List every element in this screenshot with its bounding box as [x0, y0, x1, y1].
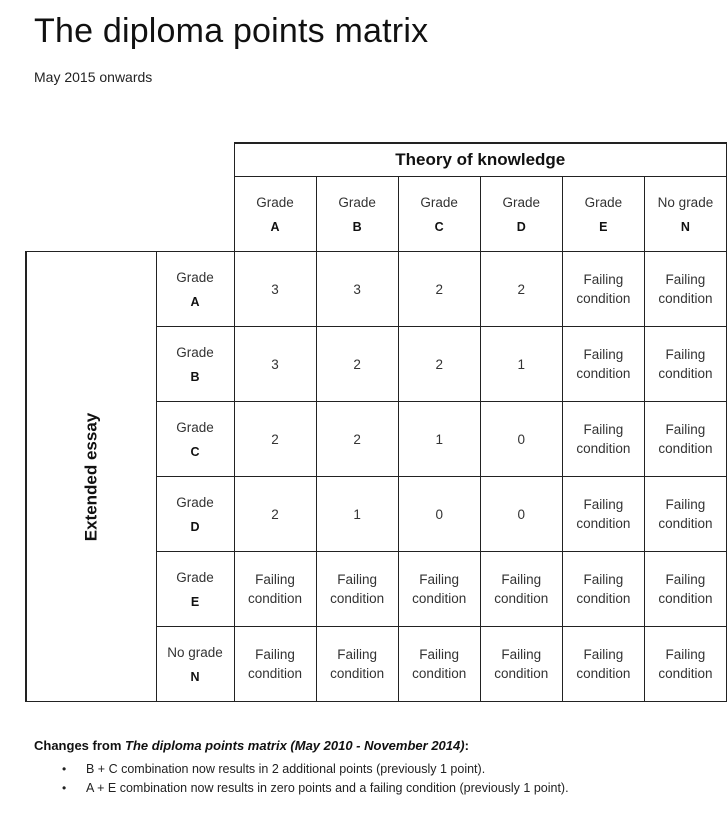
column-header-c [398, 177, 480, 252]
column-header-letter: A [270, 220, 280, 234]
cell-text: 2 [353, 356, 361, 372]
row-header-n [156, 627, 234, 702]
corner-blank [26, 143, 234, 177]
matrix-cell [480, 627, 562, 702]
row-header-letter: N [190, 670, 200, 684]
matrix-cell [234, 477, 316, 552]
matrix-cell [316, 402, 398, 477]
column-header-letter: E [599, 220, 608, 234]
cell-text: 3 [271, 356, 279, 372]
row-header-letter: E [190, 595, 200, 609]
row-header-label: Grade [176, 495, 214, 510]
matrix-cell [480, 552, 562, 627]
matrix-cell [234, 627, 316, 702]
row-header-label: Grade [176, 420, 214, 435]
cell-text: condition [658, 441, 713, 456]
cell-text: 2 [271, 506, 279, 522]
matrix-cell [316, 627, 398, 702]
matrix-cell [316, 252, 398, 327]
matrix-cell [644, 552, 726, 627]
row-header-b [156, 327, 234, 402]
matrix-cell [234, 552, 316, 627]
cell-text: condition [658, 366, 713, 381]
points-matrix-table [25, 142, 727, 702]
cell-text: 1 [435, 431, 443, 447]
column-header-b [316, 177, 398, 252]
cell-text: condition [412, 591, 467, 606]
change-item [34, 760, 569, 779]
cell-text: condition [330, 666, 385, 681]
cell-text: condition [576, 366, 631, 381]
matrix-cell [562, 627, 644, 702]
tok-header: Theory of knowledge [234, 143, 727, 177]
matrix-cell [398, 477, 480, 552]
matrix-cell [234, 402, 316, 477]
page-title: The diploma points matrix [34, 12, 429, 50]
cell-text: Failing [501, 647, 542, 662]
column-header-letter: C [434, 220, 444, 234]
column-header-label: Grade [502, 195, 541, 210]
changes-title-prefix: Changes from [34, 738, 126, 753]
row-header-label: Grade [176, 270, 214, 285]
row-header-c [156, 402, 234, 477]
cell-text: condition [576, 516, 631, 531]
row-header-label: Grade [176, 570, 214, 585]
matrix-cell [398, 252, 480, 327]
matrix-cell [562, 552, 644, 627]
column-header-a [234, 177, 316, 252]
matrix-cell [480, 252, 562, 327]
cell-text: 2 [353, 431, 361, 447]
corner-blank-2 [26, 177, 234, 252]
matrix-cell [644, 402, 726, 477]
cell-text: 3 [271, 281, 279, 297]
cell-text: Failing [255, 572, 295, 587]
matrix-row-a [26, 252, 727, 327]
cell-text: Failing [583, 647, 624, 662]
matrix-cell [562, 477, 644, 552]
cell-text: Failing [665, 647, 706, 662]
cell-text: 1 [353, 506, 361, 522]
matrix-cell [480, 477, 562, 552]
cell-text: condition [658, 516, 713, 531]
cell-text: 2 [271, 431, 279, 447]
matrix-cell [398, 402, 480, 477]
cell-text: Failing [583, 272, 624, 287]
row-header-d [156, 477, 234, 552]
extended-essay-label: Extended essay [81, 412, 101, 541]
row-header-a [156, 252, 234, 327]
matrix-cell [644, 477, 726, 552]
change-item-text: B + C combination now results in 2 additional points (previously 1 point). [86, 762, 486, 776]
matrix-cell [644, 627, 726, 702]
cell-text: Failing [583, 422, 624, 437]
cell-text: Failing [665, 347, 706, 362]
cell-text: 0 [517, 431, 526, 447]
page-subtitle: May 2015 onwards [34, 69, 153, 85]
column-header-label: Grade [584, 195, 623, 210]
cell-text: 3 [353, 281, 361, 297]
cell-text: condition [658, 666, 713, 681]
matrix-cell [316, 477, 398, 552]
cell-text: Failing [583, 347, 624, 362]
changes-title-suffix: : [464, 738, 469, 753]
row-header-letter: A [190, 295, 200, 309]
row-header-label: No grade [167, 645, 223, 660]
change-item-text: A + E combination now results in zero points and a failing condition (previously 1 point). [86, 781, 569, 795]
column-header-n [644, 177, 726, 252]
cell-text: Failing [255, 647, 295, 662]
matrix-cell [562, 402, 644, 477]
matrix-cell [480, 402, 562, 477]
row-header-letter: D [190, 520, 200, 534]
cell-text: Failing [665, 497, 706, 512]
column-header-e [562, 177, 644, 252]
cell-text: Failing [419, 647, 460, 662]
matrix-cell [562, 252, 644, 327]
bullet-icon: • [62, 762, 67, 776]
cell-text: 2 [435, 356, 443, 372]
row-header-e [156, 552, 234, 627]
cell-text: condition [494, 591, 549, 606]
cell-text: Failing [665, 272, 706, 287]
cell-text: condition [576, 291, 631, 306]
column-header-label: Grade [420, 195, 458, 210]
matrix-cell [398, 327, 480, 402]
change-item [34, 779, 569, 798]
matrix-cell [316, 552, 398, 627]
column-header-d [480, 177, 562, 252]
matrix-cell [398, 627, 480, 702]
changes-title-italic: The diploma points matrix (May 2010 - November 2014) [125, 738, 465, 753]
matrix-cell [480, 327, 562, 402]
matrix-cell [644, 327, 726, 402]
cell-text: 0 [435, 506, 443, 522]
cell-text: Failing [665, 572, 706, 587]
changes-title [34, 738, 469, 753]
cell-text: Failing [419, 572, 460, 587]
cell-text: Failing [337, 647, 377, 662]
column-header-letter: D [516, 220, 526, 234]
column-header-label: Grade [338, 195, 376, 210]
matrix-cell [234, 327, 316, 402]
row-header-letter: B [190, 370, 200, 384]
matrix-cell [398, 552, 480, 627]
cell-text: condition [494, 666, 549, 681]
column-header-label: Grade [256, 195, 294, 210]
cell-text: 2 [517, 281, 526, 297]
cell-text: condition [576, 591, 631, 606]
cell-text: condition [658, 591, 713, 606]
cell-text: condition [658, 291, 713, 306]
cell-text: condition [576, 441, 631, 456]
column-header-label: No grade [657, 195, 714, 210]
cell-text: 0 [517, 506, 526, 522]
cell-text: 2 [435, 281, 443, 297]
extended-essay-side-header [26, 252, 156, 702]
cell-text: Failing [665, 422, 706, 437]
cell-text: condition [330, 591, 385, 606]
matrix-cell [234, 252, 316, 327]
row-header-label: Grade [176, 345, 214, 360]
cell-text: Failing [501, 572, 542, 587]
changes-list [34, 760, 569, 798]
cell-text: Failing [337, 572, 377, 587]
cell-text: condition [248, 666, 303, 681]
column-header-letter: B [352, 220, 362, 234]
cell-text: condition [248, 591, 303, 606]
cell-text: condition [576, 666, 631, 681]
cell-text: Failing [583, 497, 624, 512]
matrix-cell [316, 327, 398, 402]
matrix-cell [562, 327, 644, 402]
cell-text: condition [412, 666, 467, 681]
cell-text: 1 [517, 356, 526, 372]
row-header-letter: C [190, 445, 200, 459]
cell-text: Failing [583, 572, 624, 587]
column-header-letter: N [680, 220, 690, 234]
bullet-icon: • [62, 781, 67, 795]
matrix-cell [644, 252, 726, 327]
